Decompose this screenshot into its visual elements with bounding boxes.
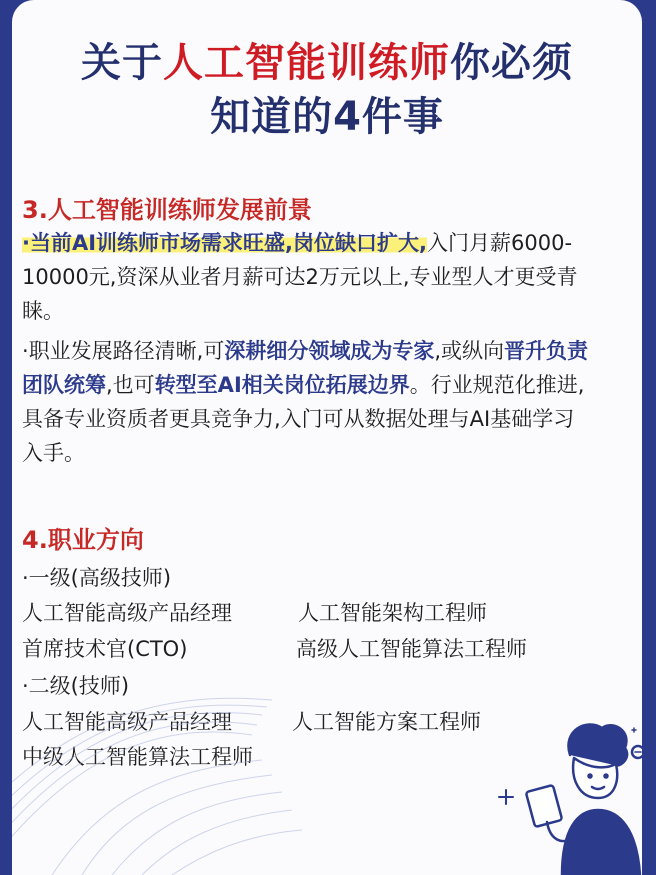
emphasis-text: 深耕细分领域成为专家 (224, 339, 435, 363)
page-title (12, 36, 642, 144)
paragraph-text: ,也可 (106, 373, 155, 397)
title-line2: 知道的4件事 (210, 94, 444, 140)
section3-heading: 3.人工智能训练师发展前景 (22, 196, 312, 224)
job-title: 人工智能方案工程师 (292, 710, 481, 734)
paragraph-text: 职业发展路径清晰,可 (28, 339, 225, 363)
level1-label: ·一级(高级技师) (22, 566, 172, 590)
level2-label: ·二级(技师) (22, 674, 130, 698)
emphasis-text: 晋升负责团队统筹 (22, 339, 589, 397)
paragraph-text: 入门月薪6000-10000元,资深从业者月薪可达2万元以上,专业型人才更受青睐。 (22, 231, 578, 323)
job-row (22, 633, 527, 663)
job-row (22, 706, 481, 736)
job-title: 中级人工智能算法工程师 (22, 745, 253, 769)
section3-paragraph-2 (22, 334, 592, 470)
job-title: 人工智能高级产品经理 (22, 710, 232, 734)
job-row (22, 741, 253, 771)
emphasis-text: 转型至AI相关岗位拓展边界 (154, 373, 410, 397)
cartoon-person-icon (492, 710, 642, 875)
title-highlight: 人工智能训练师 (163, 40, 450, 86)
bullet: · (22, 231, 30, 255)
content-card (12, 0, 642, 875)
title-prefix: 关于 (81, 40, 163, 86)
job-title: 首席技术官(CTO) (22, 637, 188, 661)
job-row (22, 597, 487, 627)
highlight-text: 当前AI训练师市场需求旺盛,岗位缺口扩大, (29, 231, 428, 255)
job-title: 人工智能高级产品经理 (22, 601, 232, 625)
paragraph-text: ,或纵向 (434, 339, 505, 363)
section3-paragraph-1 (22, 226, 592, 328)
job-title: 人工智能架构工程师 (298, 601, 487, 625)
paragraph-text: 。行业规范化推进,具备专业资质者更具竞争力,入门可从数据处理与AI基础学习入手。 (22, 373, 585, 465)
section4-heading: 4.职业方向 (22, 526, 144, 554)
title-suffix: 你必须 (450, 40, 573, 86)
job-title: 高级人工智能算法工程师 (296, 637, 527, 661)
bullet: · (22, 339, 29, 363)
